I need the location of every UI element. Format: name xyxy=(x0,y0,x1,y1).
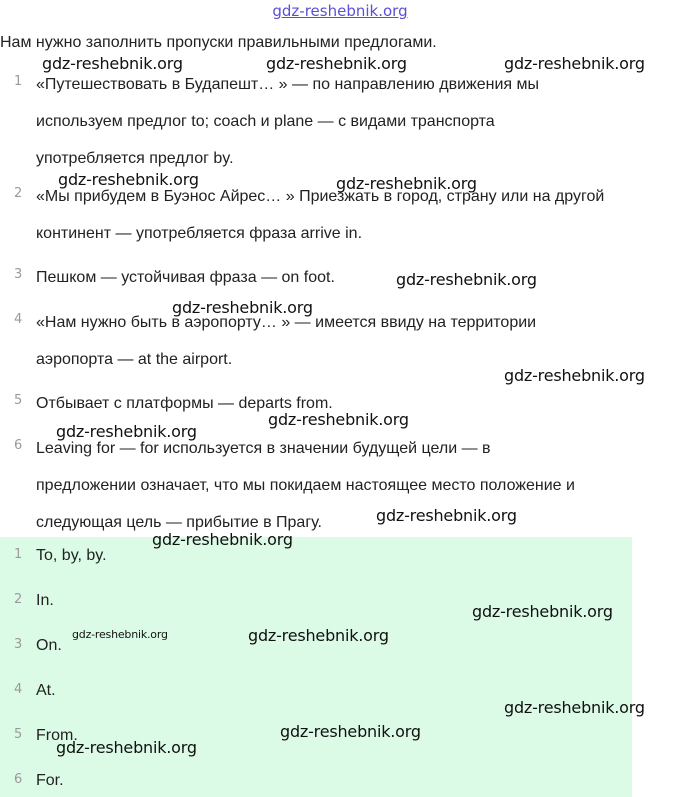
item-number: 3 xyxy=(14,267,23,282)
answer-number: 5 xyxy=(14,727,23,742)
watermark: gdz-reshebnik.org xyxy=(248,626,389,645)
watermark: gdz-reshebnik.org xyxy=(172,298,313,317)
answer-number: 4 xyxy=(14,682,23,697)
answer-text: At. xyxy=(36,682,56,699)
explanation-text: Leaving for — for используется в значении будущей цели — в предложении означает, что мы покидаем настоящее место положение и следующая цель — прибытие в Прагу. xyxy=(36,440,575,531)
answer-number: 2 xyxy=(14,592,23,607)
watermark: gdz-reshebnik.org xyxy=(504,366,645,385)
watermark: gdz-reshebnik.org xyxy=(56,738,197,757)
item-number: 4 xyxy=(14,312,23,327)
answer-number: 3 xyxy=(14,637,23,652)
watermark: gdz-reshebnik.org xyxy=(376,506,517,525)
explanation-text: «Путешествовать в Будапешт… » — по направлению движения мы используем предлог to; coach и plane — с видами транспорта употребляется предлог by. xyxy=(36,76,540,167)
item-number: 1 xyxy=(14,74,23,89)
answer-text: On. xyxy=(36,637,62,654)
watermark: gdz-reshebnik.org xyxy=(504,698,645,717)
watermark: gdz-reshebnik.org xyxy=(42,54,183,73)
explanation-text: Отбывает с платформы — departs from. xyxy=(36,395,333,412)
answer-number: 6 xyxy=(14,772,23,787)
answers-panel xyxy=(0,537,632,797)
answer-text: To, by, by. xyxy=(36,547,107,564)
explanation-text: «Нам нужно быть в аэропорту… » — имеется ввиду на территории аэропорта — at the airport. xyxy=(36,314,537,368)
watermark: gdz-reshebnik.org xyxy=(56,422,197,441)
watermark: gdz-reshebnik.org xyxy=(336,174,477,193)
site-header-link[interactable]: gdz-reshebnik.org xyxy=(272,2,408,20)
answer-text: For. xyxy=(36,772,64,789)
intro-text: Нам нужно заполнить пропуски правильными предлогами. xyxy=(0,34,437,51)
item-number: 6 xyxy=(14,438,23,453)
watermark: gdz-reshebnik.org xyxy=(266,54,407,73)
watermark: gdz-reshebnik.org xyxy=(396,270,537,289)
answer-text: From. xyxy=(36,727,78,744)
watermark: gdz-reshebnik.org xyxy=(72,628,168,641)
watermark: gdz-reshebnik.org xyxy=(152,530,293,549)
watermark: gdz-reshebnik.org xyxy=(280,722,421,741)
explanation-text: Пешком — устойчивая фраза — on foot. xyxy=(36,269,335,286)
watermark: gdz-reshebnik.org xyxy=(504,54,645,73)
watermark: gdz-reshebnik.org xyxy=(472,602,613,621)
item-number: 5 xyxy=(14,393,23,408)
item-number: 2 xyxy=(14,186,23,201)
explanation-text: «Мы прибудем в Буэнос Айрес… » Приезжать в город, страну или на другой континент — употребляется фраза arrive in. xyxy=(36,188,605,242)
watermark: gdz-reshebnik.org xyxy=(58,170,199,189)
watermark: gdz-reshebnik.org xyxy=(268,410,409,429)
answer-text: In. xyxy=(36,592,54,609)
answer-number: 1 xyxy=(14,547,23,562)
